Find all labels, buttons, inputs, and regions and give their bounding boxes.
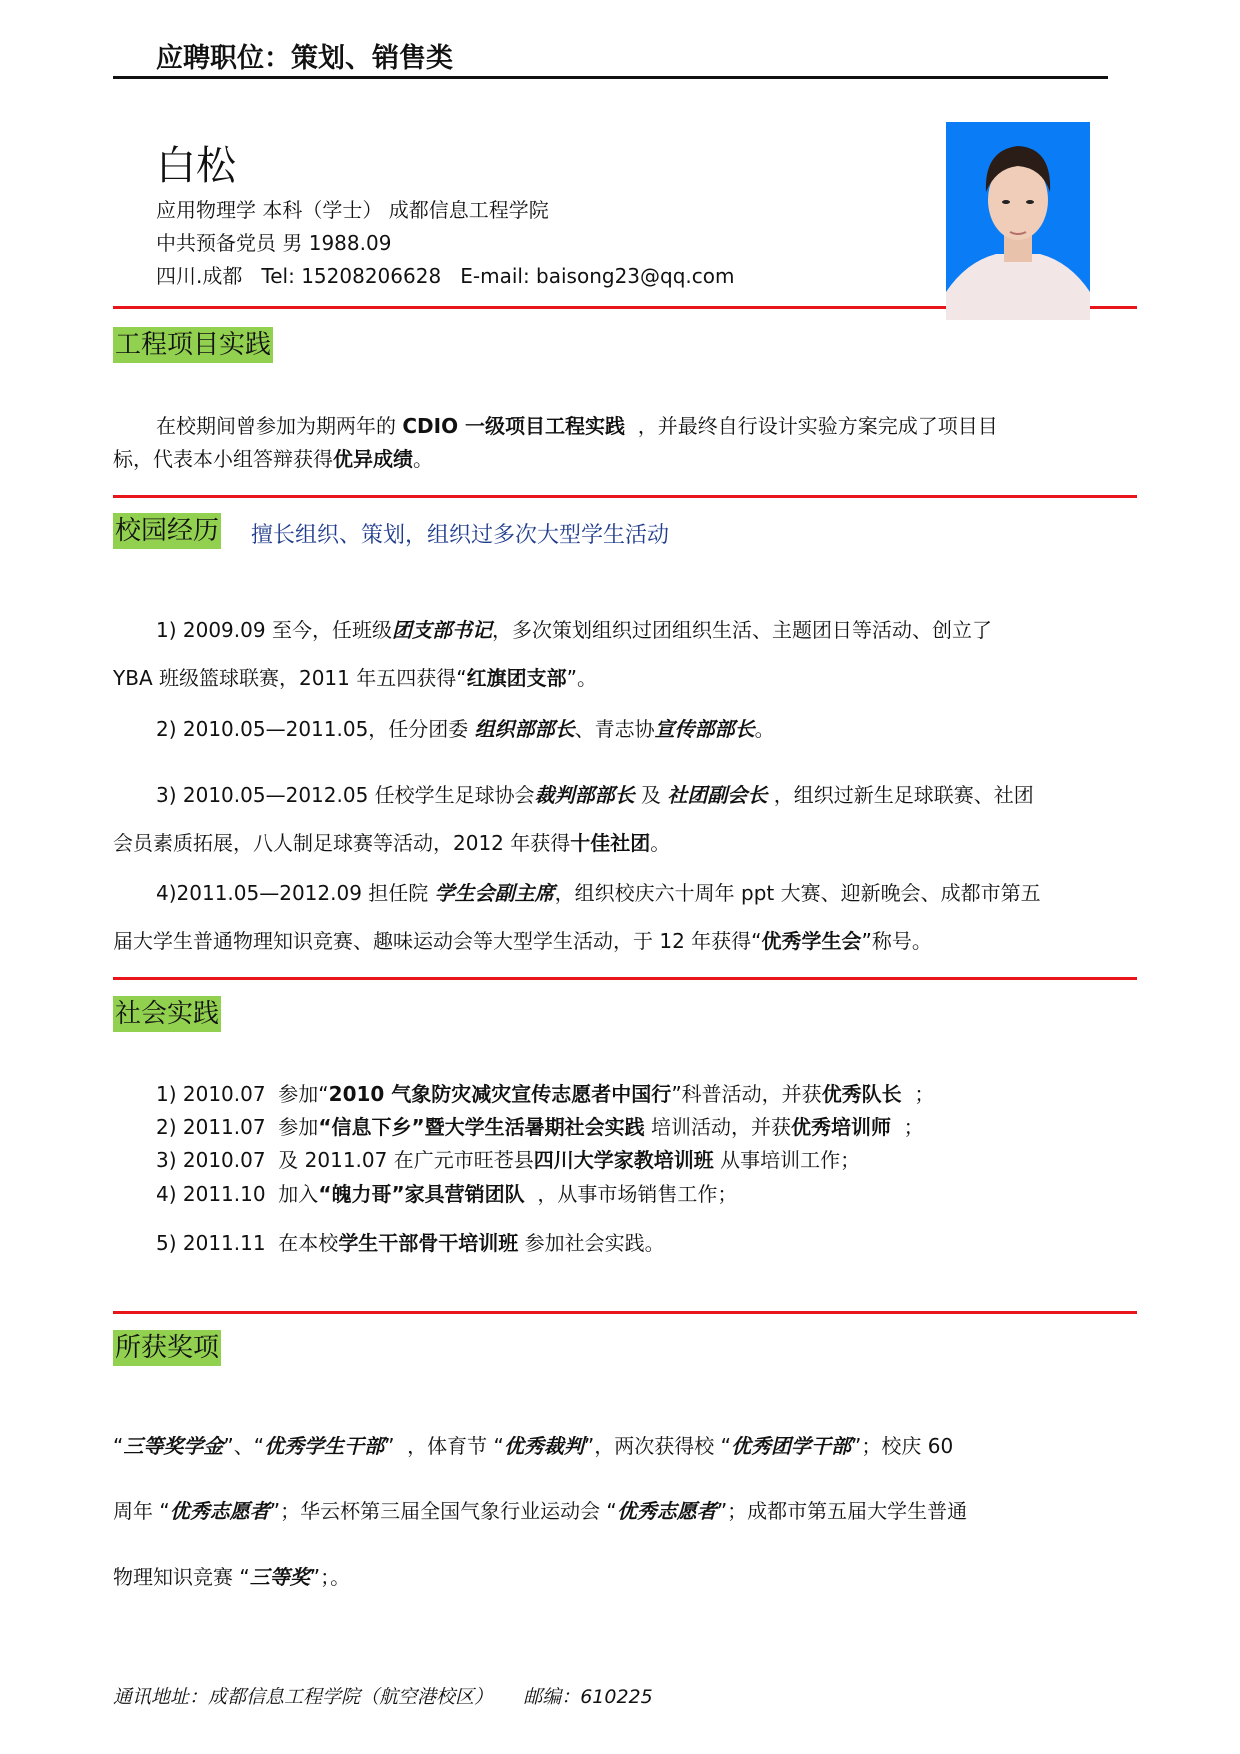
profile-education: 应用物理学 本科（学士） 成都信息工程学院 — [156, 198, 549, 222]
text-segment: ”，两次获得校 “ — [583, 1434, 731, 1458]
text-segment: ，组织过新生足球联赛、社团 — [767, 783, 1034, 807]
text-segment: ” ，体育节 “ — [384, 1434, 504, 1458]
text-segment: 3) 2010.05—2012.05 任校学生足球协会 — [156, 783, 535, 807]
divider-red — [113, 977, 1137, 980]
highlight-text: 宣传部部长 — [654, 717, 755, 741]
highlight-text: 十佳社团 — [570, 831, 651, 855]
text-line — [156, 617, 992, 643]
section-title-awards: 所获奖项 — [113, 1330, 221, 1366]
profile-contact: 四川.成都 Tel: 15208206628 E-mail: baisong23@qq.com — [156, 264, 735, 288]
text-segment: 4) 2011.10 加入 — [156, 1182, 319, 1206]
highlight-text: “魄力哥”家具营销团队 — [318, 1182, 525, 1206]
highlight-text: 学生会副主席 — [434, 881, 555, 905]
text-line — [156, 1081, 934, 1107]
header-divider — [113, 76, 1108, 79]
text-segment: ”；华云杯第三届全国气象行业运动会 “ — [269, 1499, 617, 1523]
highlight-text: “信息下乡”暨大学生活暑期社会实践 — [318, 1115, 645, 1139]
text-line — [113, 1498, 967, 1524]
text-segment: 1) 2009.09 至今，任班级 — [156, 618, 392, 642]
text-segment: 4)2011.05—2012.09 担任院 — [156, 881, 435, 905]
text-segment: 2) 2011.07 参加 — [156, 1115, 319, 1139]
text-line — [113, 1433, 953, 1459]
text-segment: 在校期间曾参加为期两年的 — [156, 414, 403, 438]
text-segment: ，多次策划组织过团组织生活、主题团日等活动、创立了 — [491, 618, 992, 642]
section-title-project: 工程项目实践 — [113, 327, 273, 363]
text-line — [156, 782, 1034, 808]
text-segment: 从事培训工作； — [713, 1148, 861, 1172]
highlight-text: 红旗团支部 — [466, 666, 567, 690]
text-segment: 及 — [634, 783, 668, 807]
text-segment: ”、“ — [223, 1434, 265, 1458]
highlight-text: 三等奖 — [249, 1565, 310, 1589]
text-segment: YBA 班级篮球联赛，2011 年五四获得“ — [113, 666, 467, 690]
text-segment: 。 — [413, 447, 433, 471]
section-title-social: 社会实践 — [113, 996, 221, 1032]
text-line — [156, 1181, 737, 1207]
text-segment: 2) 2010.05—2011.05，任分团委 — [156, 717, 475, 741]
text-segment: 周年 “ — [113, 1499, 170, 1523]
highlight-text: 社团副会长 — [667, 783, 768, 807]
highlight-text: 组织部部长 — [474, 717, 575, 741]
text-segment: “ — [113, 1434, 124, 1458]
text-segment: ”；。 — [309, 1565, 351, 1589]
highlight-text: 优秀团学干部 — [731, 1434, 851, 1458]
highlight-text: 四川大学家教培训班 — [533, 1148, 714, 1172]
text-segment: ，从事市场销售工作； — [524, 1182, 738, 1206]
highlight-text: 优秀学生会 — [761, 929, 862, 953]
highlight-text: 优秀裁判 — [503, 1434, 584, 1458]
text-line — [113, 1564, 350, 1590]
text-line — [156, 1230, 665, 1256]
highlight-text: 优异成绩 — [333, 447, 413, 471]
profile-personal: 中共预备党员 男 1988.09 — [156, 231, 392, 255]
divider-red — [113, 495, 1137, 498]
text-segment: ”；成都市第五届大学生普通 — [716, 1499, 968, 1523]
text-line — [113, 830, 670, 856]
highlight-text: 优秀培训师 — [790, 1115, 891, 1139]
text-segment: 3) 2010.07 及 2011.07 在广元市旺苍县 — [156, 1148, 534, 1172]
text-segment: 培训活动，并获 — [644, 1115, 791, 1139]
text-segment: ，并最终自行设计实验方案完成了项目目 — [625, 414, 998, 438]
text-segment: ”科普活动，并获 — [671, 1082, 822, 1106]
highlight-text: 优秀队长 — [821, 1082, 902, 1106]
text-segment: ； — [890, 1115, 924, 1139]
highlight-text: 三等奖学金 — [123, 1434, 224, 1458]
text-segment: 。 — [650, 831, 671, 855]
text-line — [156, 880, 1041, 906]
text-segment: 。 — [754, 717, 775, 741]
divider-red — [113, 1311, 1137, 1314]
text-segment: 届大学生普通物理知识竞赛、趣味运动会等大型学生活动，于 12 年获得“ — [113, 929, 762, 953]
highlight-text: 优秀志愿者 — [169, 1499, 270, 1523]
text-segment: 会员素质拓展，八人制足球赛等活动，2012 年获得 — [113, 831, 571, 855]
text-segment: 物理知识竞赛 “ — [113, 1565, 250, 1589]
text-segment: 、青志协 — [574, 717, 655, 741]
text-segment: 标，代表本小组答辩获得 — [113, 447, 333, 471]
candidate-name: 白松 — [156, 143, 236, 189]
highlight-text: CDIO 一级项目工程实践 — [402, 414, 626, 438]
text-segment: ，组织校庆六十周年 ppt 大赛、迎新晚会、成都市第五 — [554, 881, 1041, 905]
highlight-text: 优秀志愿者 — [616, 1499, 717, 1523]
text-line — [113, 928, 932, 954]
section-title-campus: 校园经历 — [113, 513, 221, 549]
highlight-text: 裁判部部长 — [534, 783, 635, 807]
text-segment: 参加社会实践。 — [518, 1231, 665, 1255]
text-segment: ”称号。 — [861, 929, 932, 953]
position-title: 应聘职位：策划、销售类 — [156, 43, 453, 74]
text-segment: ”。 — [566, 666, 597, 690]
text-line — [113, 665, 597, 691]
profile-photo — [946, 122, 1090, 320]
text-segment: 5) 2011.11 在本校 — [156, 1231, 339, 1255]
text-segment: ； — [901, 1082, 935, 1106]
text-segment: 1) 2010.07 参加“ — [156, 1082, 329, 1106]
text-line — [156, 1147, 860, 1173]
section-subtitle-campus: 擅长组织、策划，组织过多次大型学生活动 — [251, 523, 670, 548]
footer-address: 通讯地址：成都信息工程学院（航空港校区） 邮编：610225 — [113, 1686, 653, 1708]
text-line — [113, 446, 433, 472]
highlight-text: 学生干部骨干培训班 — [338, 1231, 519, 1255]
text-segment: ”；校庆 60 — [851, 1434, 954, 1458]
text-line — [156, 1114, 924, 1140]
highlight-text: 团支部书记 — [391, 618, 492, 642]
highlight-text: 2010 气象防灾减灾宣传志愿者中国行 — [328, 1082, 672, 1106]
text-line — [156, 413, 998, 439]
highlight-text: 优秀学生干部 — [264, 1434, 385, 1458]
text-line — [156, 716, 775, 742]
